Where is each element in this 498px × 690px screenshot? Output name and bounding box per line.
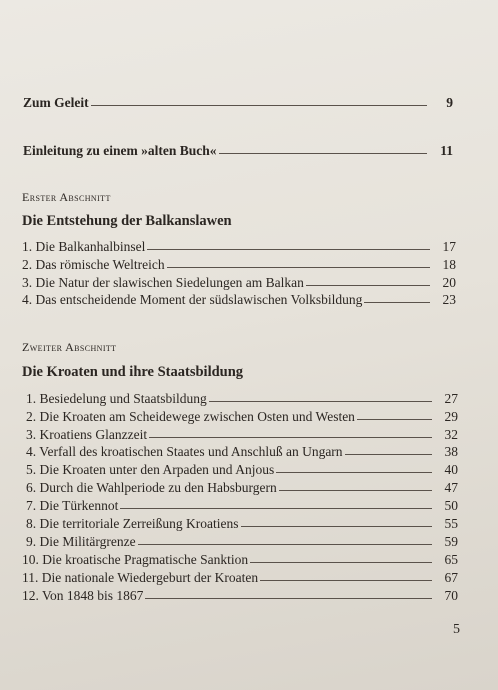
toc-entry-page: 38 (444, 444, 458, 459)
toc-entry-title: 7. Die Türkennot (26, 498, 119, 513)
toc-entry-page: 17 (442, 239, 456, 254)
toc-entry-page: 11 (440, 143, 453, 158)
toc-entry (26, 391, 458, 407)
section-heading: Die Kroaten und ihre Staatsbildung (22, 364, 244, 380)
toc-entry-title: Einleitung zu einem »alten Buch« (23, 143, 217, 158)
toc-entry-page: 27 (444, 391, 458, 406)
toc-leader (167, 267, 430, 268)
toc-entry (26, 462, 458, 478)
toc-entry-page: 9 (446, 95, 453, 110)
toc-entry (22, 552, 458, 568)
toc-entry-title: 12. Von 1848 bis 1867 (22, 588, 144, 603)
toc-entry-title: 1. Die Balkanhalbinsel (22, 239, 146, 254)
toc-entry-page: 67 (444, 570, 458, 585)
toc-entry-page: 40 (444, 462, 458, 477)
toc-entry-title: 4. Verfall des kroatischen Staates und Anschluß an Ungarn (26, 444, 343, 459)
toc-entry-zum-geleit (23, 95, 453, 111)
toc-entry-title: 2. Die Kroaten am Scheidewege zwischen Osten und Westen (26, 409, 355, 424)
toc-entry-title: 5. Die Kroaten unter den Arpaden und Anjous (26, 462, 275, 477)
toc-entry-page: 18 (442, 257, 456, 272)
toc-entry-title: 2. Das römische Weltreich (22, 257, 165, 272)
toc-leader (306, 285, 430, 286)
toc-leader (147, 249, 430, 250)
section-label: Zweiter Abschnitt (22, 340, 117, 354)
toc-entry-title: 9. Die Militärgrenze (26, 534, 136, 549)
toc-entry-title: 6. Durch die Wahlperiode zu den Habsburgern (26, 480, 277, 495)
toc-entry-title: 10. Die kroatische Pragmatische Sanktion (22, 552, 249, 567)
toc-leader (345, 454, 432, 455)
toc-leader (149, 437, 432, 438)
toc-leader (219, 153, 427, 154)
toc-entry-page: 29 (444, 409, 458, 424)
toc-leader (364, 302, 430, 303)
toc-leader (145, 598, 432, 599)
toc-entry-title: 8. Die territoriale Zerreißung Kroatiens (26, 516, 239, 531)
toc-leader (276, 472, 432, 473)
toc-entry (26, 480, 458, 496)
toc-entry-page: 20 (442, 275, 456, 290)
toc-entry (22, 239, 456, 255)
toc-entry (22, 275, 456, 291)
toc-leader (138, 544, 432, 545)
toc-entry-title: Zum Geleit (23, 95, 89, 110)
toc-entry (26, 409, 458, 425)
section-heading: Die Entstehung der Balkanslawen (22, 213, 232, 229)
toc-entry-page: 70 (444, 588, 458, 603)
toc-leader (279, 490, 432, 491)
bleed-through-text (40, 0, 440, 90)
toc-entry-title: 3. Die Natur der slawischen Siedelungen am Balkan (22, 275, 304, 290)
toc-leader (120, 508, 432, 509)
toc-entry-title: 3. Kroatiens Glanzzeit (26, 427, 148, 442)
toc-entry-page: 55 (444, 516, 458, 531)
toc-entry-einleitung (23, 143, 453, 159)
toc-entry-page: 23 (442, 292, 456, 307)
toc-entry-title: 1. Besiedelung und Staatsbildung (26, 391, 207, 406)
toc-leader (91, 105, 427, 106)
toc-leader (250, 562, 432, 563)
toc-entry-title: 4. Das entscheidende Moment der südslawischen Volksbildung (22, 292, 363, 307)
toc-entry-page: 65 (444, 552, 458, 567)
toc-entry-page: 50 (444, 498, 458, 513)
toc-leader (357, 419, 432, 420)
toc-entry (22, 588, 458, 604)
toc-entry-title: 11. Die nationale Wiedergeburt der Kroaten (22, 570, 259, 585)
toc-entry-page: 47 (444, 480, 458, 495)
toc-entry (26, 444, 458, 460)
page-number: 5 (453, 622, 460, 637)
toc-entry (26, 498, 458, 514)
toc-entry (22, 570, 458, 586)
toc-leader (209, 401, 432, 402)
toc-entry (26, 534, 458, 550)
toc-entry-page: 32 (444, 427, 458, 442)
toc-entry (26, 427, 458, 443)
toc-entry (22, 257, 456, 273)
toc-entry-page: 59 (444, 534, 458, 549)
toc-leader (260, 580, 432, 581)
toc-entry (26, 516, 458, 532)
toc-leader (241, 526, 432, 527)
section-label: Erster Abschnitt (22, 190, 111, 204)
toc-entry (22, 292, 456, 308)
